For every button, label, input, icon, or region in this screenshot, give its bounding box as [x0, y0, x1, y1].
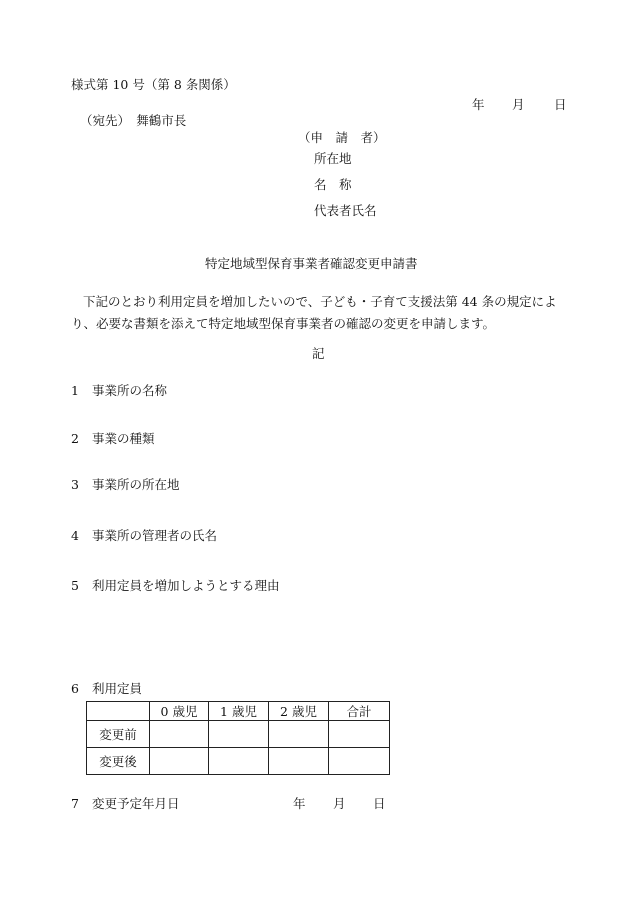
value-cell[interactable] [150, 748, 209, 775]
item-6 [71, 681, 142, 697]
header-cell-age2: 2 歳児 [269, 702, 329, 721]
header-cell-age0: 0 歳児 [150, 702, 209, 721]
value-cell[interactable] [329, 721, 390, 748]
value-cell[interactable] [329, 748, 390, 775]
ki-label: 記 [312, 346, 325, 361]
item-label: 事業所の管理者の氏名 [92, 528, 218, 543]
item-7 [71, 796, 180, 812]
applicant-heading: （申 請 者） [298, 130, 386, 145]
change-date [293, 796, 386, 812]
item-3 [71, 477, 180, 493]
value-cell[interactable] [269, 748, 329, 775]
item-number: 4 [71, 528, 79, 543]
item-4 [71, 528, 217, 544]
form-number: 様式第 10 号（第 8 条関係） [71, 77, 236, 92]
item-label: 変更予定年月日 [92, 796, 180, 811]
item-number: 6 [71, 681, 79, 696]
document-title: 特定地域型保育事業者確認変更申請書 [205, 256, 418, 271]
item-label: 事業所の所在地 [92, 477, 180, 492]
table-row [87, 721, 390, 748]
change-date-month: 月 [333, 796, 346, 811]
item-5 [71, 578, 280, 594]
change-date-year: 年 [293, 796, 306, 811]
item-label: 事業所の名称 [92, 383, 168, 398]
item-label: 利用定員を増加しようとする理由 [92, 578, 280, 593]
value-cell[interactable] [209, 721, 269, 748]
applicant-name-label: 名 称 [314, 177, 352, 192]
item-2 [71, 431, 155, 447]
row-label-before: 変更前 [87, 721, 150, 748]
item-number: 7 [71, 796, 79, 811]
item-number: 3 [71, 477, 79, 492]
header-date-month: 月 [512, 97, 525, 112]
row-label-after: 変更後 [87, 748, 150, 775]
table-row [87, 748, 390, 775]
capacity-table-header-row [87, 702, 390, 721]
capacity-table [86, 701, 390, 775]
item-label: 事業の種類 [92, 431, 155, 446]
item-1 [71, 383, 167, 399]
header-date-year: 年 [472, 97, 485, 112]
header-cell-total: 合計 [329, 702, 390, 721]
body-text: 下記のとおり利用定員を増加したいので、子ども・子育て支援法第 44 条の規定により、必要な書類を添えて特定地域型保育事業者の確認の変更を申請します。 [71, 294, 557, 331]
applicant-representative-label: 代表者氏名 [314, 203, 377, 218]
applicant-address-label: 所在地 [314, 151, 352, 166]
item-number: 2 [71, 431, 79, 446]
header-date [472, 97, 567, 113]
header-cell-age1: 1 歳児 [209, 702, 269, 721]
value-cell[interactable] [150, 721, 209, 748]
item-label: 利用定員 [92, 681, 143, 696]
item-number: 5 [71, 578, 79, 593]
header-date-day: 日 [554, 97, 567, 112]
change-date-day: 日 [373, 796, 386, 811]
item-number: 1 [71, 383, 79, 398]
value-cell[interactable] [209, 748, 269, 775]
header-cell-empty [87, 702, 150, 721]
addressee: （宛先） 舞鶴市長 [80, 113, 187, 128]
value-cell[interactable] [269, 721, 329, 748]
